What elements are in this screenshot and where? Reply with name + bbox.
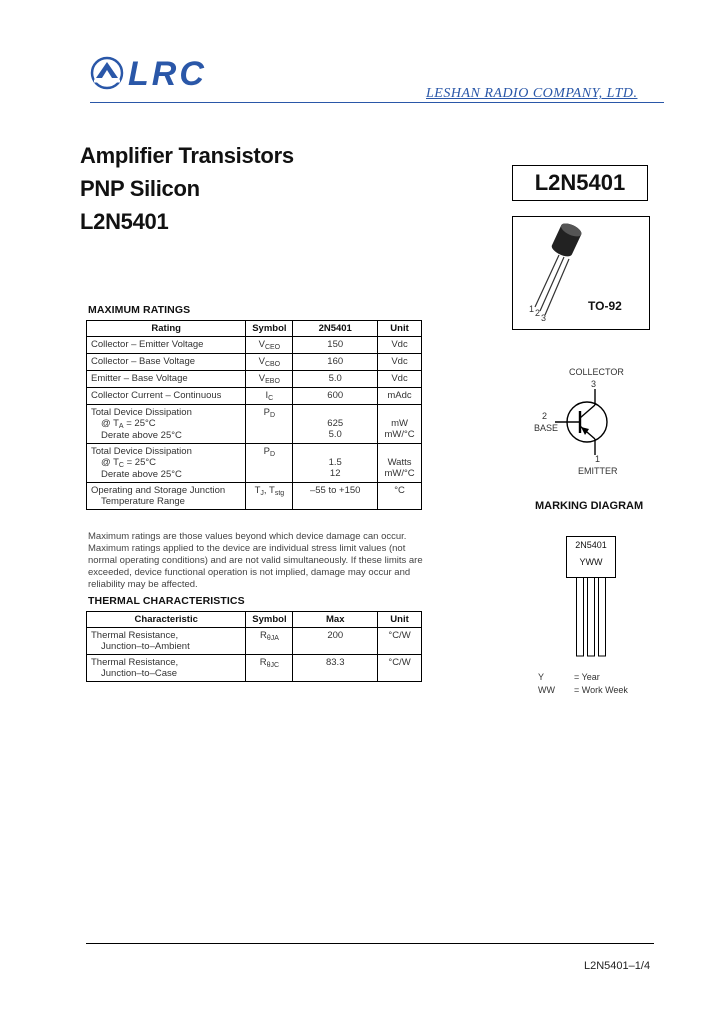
thermal-heading: THERMAL CHARACTERISTICS xyxy=(88,595,245,607)
unit-cell: mW mW/°C xyxy=(378,405,422,444)
characteristic-cell: Thermal Resistance, Junction–to–Ambient xyxy=(87,628,246,655)
value-cell: 1.5 12 xyxy=(293,444,378,483)
logo-text: LRC xyxy=(128,55,207,93)
table-row xyxy=(87,337,422,354)
footer-rule xyxy=(86,943,654,944)
symbol-cell: $I_C$ xyxy=(246,388,293,405)
table-row xyxy=(87,354,422,371)
legend-key-ww: WW xyxy=(538,685,555,695)
symbol-cell: $R_{\theta JC}$ xyxy=(246,655,293,682)
package-label: TO-92 xyxy=(588,299,622,313)
ratings-note: Maximum ratings are those values beyond which device damage can occur. Maximum ratings applied to the device are individual stress limit values (not normal operating conditions) and are not valid simultaneously. If these limits are exceeded, device functional operation is not implied, damage may occur and reliability may be affected. xyxy=(88,531,423,590)
collector-label: COLLECTOR xyxy=(569,367,624,377)
value-cell: 160 xyxy=(293,354,378,371)
max-ratings-heading: MAXIMUM RATINGS xyxy=(88,304,191,316)
table-row xyxy=(87,388,422,405)
unit-cell: mAdc xyxy=(378,388,422,405)
rating-cell: Total Device Dissipation @ $T_A = 25^\circ C$ Derate above 25°C xyxy=(87,405,246,444)
emitter-label: EMITTER xyxy=(578,466,618,476)
base-pin: 2 xyxy=(542,411,548,421)
symbol-cell: $T_J$, $T_{stg}$ xyxy=(246,483,293,510)
value-cell: 150 xyxy=(293,337,378,354)
marking-diagram-title: MARKING DIAGRAM xyxy=(535,500,644,512)
value-cell: 625 5.0 xyxy=(293,405,378,444)
table-header-row xyxy=(87,321,422,337)
max-ratings-table xyxy=(86,320,422,510)
table-row xyxy=(87,628,422,655)
emitter-pin: 1 xyxy=(595,454,601,464)
table-row xyxy=(87,371,422,388)
characteristic-cell: Thermal Resistance, Junction–to–Case xyxy=(87,655,246,682)
table-row xyxy=(87,444,422,483)
col-rating: Rating xyxy=(87,321,246,337)
rating-cell: Collector – Base Voltage xyxy=(87,354,246,371)
col-unit: Unit xyxy=(378,321,422,337)
pkg-pin-1: 1 xyxy=(529,304,535,314)
value-cell: 600 xyxy=(293,388,378,405)
marking-leads-icon xyxy=(576,577,606,662)
rating-cell: Operating and Storage Junction Temperature Range xyxy=(87,483,246,510)
rating-cell: Total Device Dissipation @ $T_C = 25^\circ C$ Derate above 25°C xyxy=(87,444,246,483)
col-max: Max xyxy=(293,612,378,628)
col-unit: Unit xyxy=(378,612,422,628)
marking-line-2: YWW xyxy=(579,557,603,567)
table-row xyxy=(87,405,422,444)
unit-cell: Vdc xyxy=(378,371,422,388)
rating-cell: Collector – Emitter Voltage xyxy=(87,337,246,354)
unit-cell: °C/W xyxy=(378,628,422,655)
symbol-cell: $V_{CBO}$ xyxy=(246,354,293,371)
symbol-cell: $P_D$ xyxy=(246,405,293,444)
unit-cell: Vdc xyxy=(378,337,422,354)
marking-box xyxy=(566,536,616,578)
value-cell: 83.3 xyxy=(293,655,378,682)
thermal-table xyxy=(86,611,422,682)
col-value: 2N5401 xyxy=(293,321,378,337)
table-header-row xyxy=(87,612,422,628)
unit-cell: Watts mW/°C xyxy=(378,444,422,483)
legend-desc-ww: = Work Week xyxy=(574,685,628,695)
col-characteristic: Characteristic xyxy=(87,612,246,628)
rating-cell: Emitter – Base Voltage xyxy=(87,371,246,388)
lrc-logo-icon xyxy=(90,56,124,95)
page-footer: L2N5401–1/4 xyxy=(584,960,651,972)
pkg-pin-3: 3 xyxy=(541,313,547,323)
table-row xyxy=(87,483,422,510)
col-symbol: Symbol xyxy=(246,321,293,337)
legend-key-y: Y xyxy=(538,672,545,682)
header-rule xyxy=(90,102,664,103)
company-name: LESHAN RADIO COMPANY, LTD. xyxy=(426,86,638,101)
title-line-2: PNP Silicon xyxy=(80,176,200,201)
title-line-3: L2N5401 xyxy=(80,209,169,234)
symbol-cell: $V_{EBO}$ xyxy=(246,371,293,388)
rating-cell: Collector Current – Continuous xyxy=(87,388,246,405)
value-cell: 5.0 xyxy=(293,371,378,388)
part-number-box: L2N5401 xyxy=(512,165,648,201)
unit-cell: °C/W xyxy=(378,655,422,682)
collector-pin: 3 xyxy=(591,379,597,389)
symbol-cell: $R_{\theta JA}$ xyxy=(246,628,293,655)
title-line-1: Amplifier Transistors xyxy=(80,143,294,168)
marking-line-1: 2N5401 xyxy=(575,540,607,550)
legend-desc-y: = Year xyxy=(574,672,600,682)
unit-cell: Vdc xyxy=(378,354,422,371)
pnp-transistor-icon xyxy=(555,389,615,460)
value-cell: –55 to +150 xyxy=(293,483,378,510)
symbol-cell: $P_D$ xyxy=(246,444,293,483)
value-cell: 200 xyxy=(293,628,378,655)
unit-cell: °C xyxy=(378,483,422,510)
symbol-cell: $V_{CEO}$ xyxy=(246,337,293,354)
col-symbol: Symbol xyxy=(246,612,293,628)
table-row xyxy=(87,655,422,682)
pkg-pin-2: 2 xyxy=(535,308,541,318)
base-label: BASE xyxy=(534,423,559,433)
